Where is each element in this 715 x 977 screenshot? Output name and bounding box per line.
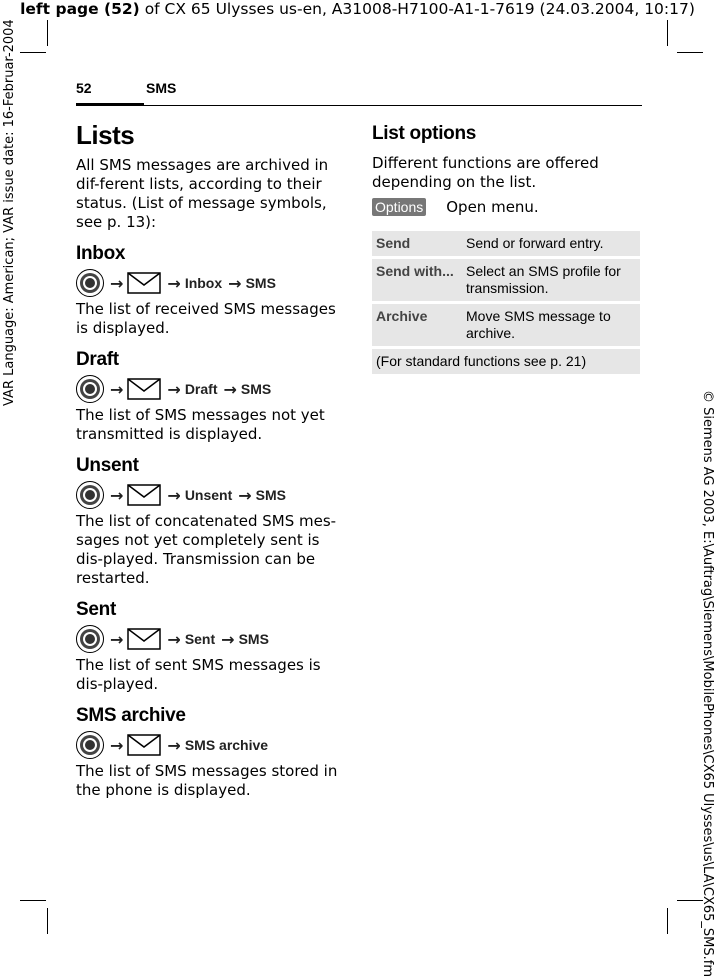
- arrow-icon: →: [167, 485, 181, 505]
- options-table-footnote-row: [372, 349, 640, 374]
- list-section-heading: SMS archive: [76, 705, 186, 726]
- list-section-text: The list of SMS messages not yet transmitted is displayed.: [76, 406, 325, 443]
- arrow-icon: →: [221, 629, 235, 649]
- joystick-center-icon: [76, 375, 104, 403]
- print-job-header: [0, 0, 715, 18]
- menu-path-step: SMS: [238, 631, 269, 647]
- list-section-heading: Draft: [76, 349, 119, 370]
- crop-mark: [20, 900, 46, 901]
- list-section-text: The list of SMS messages stored in the phone is displayed.: [76, 762, 338, 799]
- joystick-center-icon: [76, 731, 104, 759]
- list-section: [76, 598, 346, 694]
- crop-mark: [47, 20, 48, 46]
- page-number: 52: [76, 80, 92, 96]
- list-section-text: The list of received SMS messages is displayed.: [76, 300, 336, 337]
- menu-path-step: SMS: [245, 275, 276, 291]
- arrow-icon: →: [167, 629, 181, 649]
- print-job-page: left page (52): [20, 0, 140, 18]
- menu-path: [76, 374, 346, 404]
- crop-mark: [677, 52, 703, 53]
- list-options-intro: Different functions are offered depending on the list.: [372, 154, 599, 191]
- left-column: [76, 120, 346, 800]
- crop-mark: [667, 20, 668, 46]
- options-table-row: [372, 259, 640, 301]
- options-softkey[interactable]: Options: [372, 198, 426, 216]
- head-rule: [76, 105, 642, 106]
- arrow-icon: →: [228, 273, 242, 293]
- joystick-center-icon: [76, 481, 104, 509]
- envelope-icon: [127, 628, 161, 650]
- menu-path-step: Draft: [184, 381, 218, 397]
- list-section: [76, 242, 346, 338]
- list-sections: [76, 242, 346, 800]
- envelope-icon: [127, 272, 161, 294]
- side-text-left: [2, 16, 20, 416]
- option-name: Send with...: [372, 259, 462, 301]
- menu-path-step: SMS: [255, 487, 287, 503]
- section-title: SMS: [146, 80, 177, 96]
- arrow-icon: →: [167, 735, 181, 755]
- envelope-icon: [127, 734, 161, 756]
- menu-path-step: Inbox: [184, 275, 223, 291]
- envelope-icon: [127, 484, 161, 506]
- joystick-center-icon: [76, 269, 104, 297]
- menu-path: [76, 480, 346, 510]
- arrow-icon: →: [223, 379, 237, 399]
- softkey-description: Open menu.: [446, 198, 539, 216]
- list-section: [76, 348, 346, 444]
- menu-path-step: Unsent: [184, 487, 233, 503]
- menu-path: [76, 268, 346, 298]
- copyright-path-text: © Siemens AG 2003, E:\Auftrag\Siemens\MobilePhones\CX65 Ulysses\us\LA\CX65_SMS.fm: [700, 390, 715, 977]
- crop-mark: [667, 908, 668, 934]
- arrow-icon: →: [110, 273, 124, 293]
- list-section-heading: Sent: [76, 599, 116, 620]
- arrow-icon: →: [110, 629, 124, 649]
- list-section-heading: Inbox: [76, 243, 126, 264]
- options-table: [372, 228, 640, 377]
- list-section: [76, 454, 346, 588]
- list-section: [76, 704, 346, 800]
- arrow-icon: →: [167, 273, 181, 293]
- menu-path-step: SMS: [240, 381, 272, 397]
- crop-mark: [20, 52, 46, 53]
- list-section-heading: Unsent: [76, 455, 139, 476]
- arrow-icon: →: [167, 379, 181, 399]
- arrow-icon: →: [238, 485, 252, 505]
- option-name: Send: [372, 231, 462, 256]
- option-name: Archive: [372, 304, 462, 346]
- menu-path-step: Sent: [184, 631, 216, 647]
- option-description: Select an SMS profile for transmission.: [462, 259, 640, 301]
- options-table-row: [372, 231, 640, 256]
- arrow-icon: →: [110, 379, 124, 399]
- crop-mark: [47, 908, 48, 934]
- menu-path: [76, 624, 346, 654]
- softkey-row: [372, 198, 642, 216]
- print-job-info: of CX 65 Ulysses us-en, A31008-H7100-A1-1-7619 (24.03.2004, 10:17): [139, 0, 695, 18]
- side-text-right: [697, 390, 715, 977]
- options-table-row: [372, 304, 640, 346]
- list-section-text: The list of concatenated SMS mes-sages not yet completely sent is dis-played. Transmission can be restarted.: [76, 512, 337, 587]
- option-description: Send or forward entry.: [462, 231, 640, 256]
- list-options-title: List options: [372, 123, 477, 144]
- right-column: [372, 120, 642, 377]
- lists-intro: All SMS messages are archived in dif-ferent lists, according to their status. (List of message symbols, see p. 13):: [76, 156, 329, 231]
- menu-path-step: SMS archive: [184, 737, 269, 753]
- running-head: [76, 80, 642, 106]
- options-footnote: (For standard functions see p. 21): [372, 349, 640, 374]
- envelope-icon: [127, 378, 161, 400]
- option-description: Move SMS message to archive.: [462, 304, 640, 346]
- list-section-text: The list of sent SMS messages is dis-played.: [76, 656, 321, 693]
- menu-path: [76, 730, 346, 760]
- joystick-center-icon: [76, 625, 104, 653]
- arrow-icon: →: [110, 735, 124, 755]
- arrow-icon: →: [110, 485, 124, 505]
- var-language-text: VAR Language: American; VAR issue date: 16-Februar-2004: [2, 19, 17, 406]
- lists-title: Lists: [76, 120, 135, 150]
